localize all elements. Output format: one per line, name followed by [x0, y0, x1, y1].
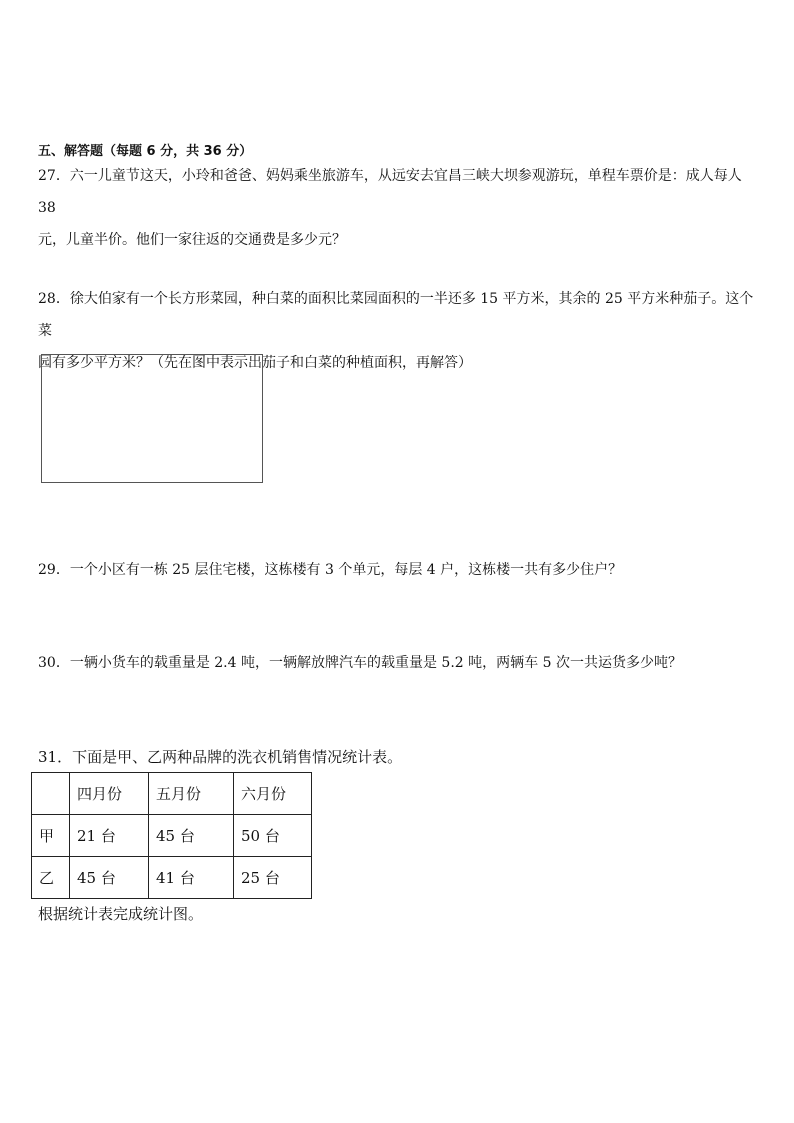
question-27 — [38, 160, 758, 256]
table-cell: 41 台 — [149, 857, 234, 899]
garden-drawing-box — [41, 354, 263, 483]
table-cell: 甲 — [32, 815, 70, 857]
question-28-line2: 园有多少平方米？（先在图中表示出茄子和白菜的种植面积，再解答） — [38, 355, 472, 371]
table-cell: 45 台 — [70, 857, 149, 899]
section-title: 五、解答题（每题 6 分，共 36 分） — [38, 144, 253, 159]
question-31-intro: 31．下面是甲、乙两种品牌的洗衣机销售情况统计表。 — [38, 748, 403, 766]
table-row — [32, 815, 312, 857]
question-28-line1: 28．徐大伯家有一个长方形菜园，种白菜的面积比菜园面积的一半还多 15 平方米，其余的 25 平方米种茄子。这个菜 — [38, 291, 754, 339]
table-cell: 50 台 — [234, 815, 312, 857]
question-30: 30．一辆小货车的载重量是 2.4 吨，一辆解放牌汽车的载重量是 5.2 吨，两辆车 5 次一共运货多少吨？ — [38, 655, 682, 671]
table-cell: 乙 — [32, 857, 70, 899]
question-31-after: 根据统计表完成统计图。 — [38, 905, 204, 923]
table-header-cell — [32, 773, 70, 815]
sales-table — [31, 772, 312, 899]
table-cell: 45 台 — [149, 815, 234, 857]
table-header-row — [32, 773, 312, 815]
question-27-line1: 27．六一儿童节这天，小玲和爸爸、妈妈乘坐旅游车，从远安去宜昌三峡大坝参观游玩，单程车票价是：成人每人 38 — [38, 168, 742, 216]
table-header-cell: 四月份 — [70, 773, 149, 815]
question-27-line2: 元，儿童半价。他们一家往返的交通费是多少元？ — [38, 232, 346, 248]
table-cell: 25 台 — [234, 857, 312, 899]
table-header-cell: 五月份 — [149, 773, 234, 815]
question-29: 29．一个小区有一栋 25 层住宅楼，这栋楼有 3 个单元，每层 4 户，这栋楼一共有多少住户？ — [38, 562, 623, 578]
table-cell: 21 台 — [70, 815, 149, 857]
table-row — [32, 857, 312, 899]
table-header-cell: 六月份 — [234, 773, 312, 815]
